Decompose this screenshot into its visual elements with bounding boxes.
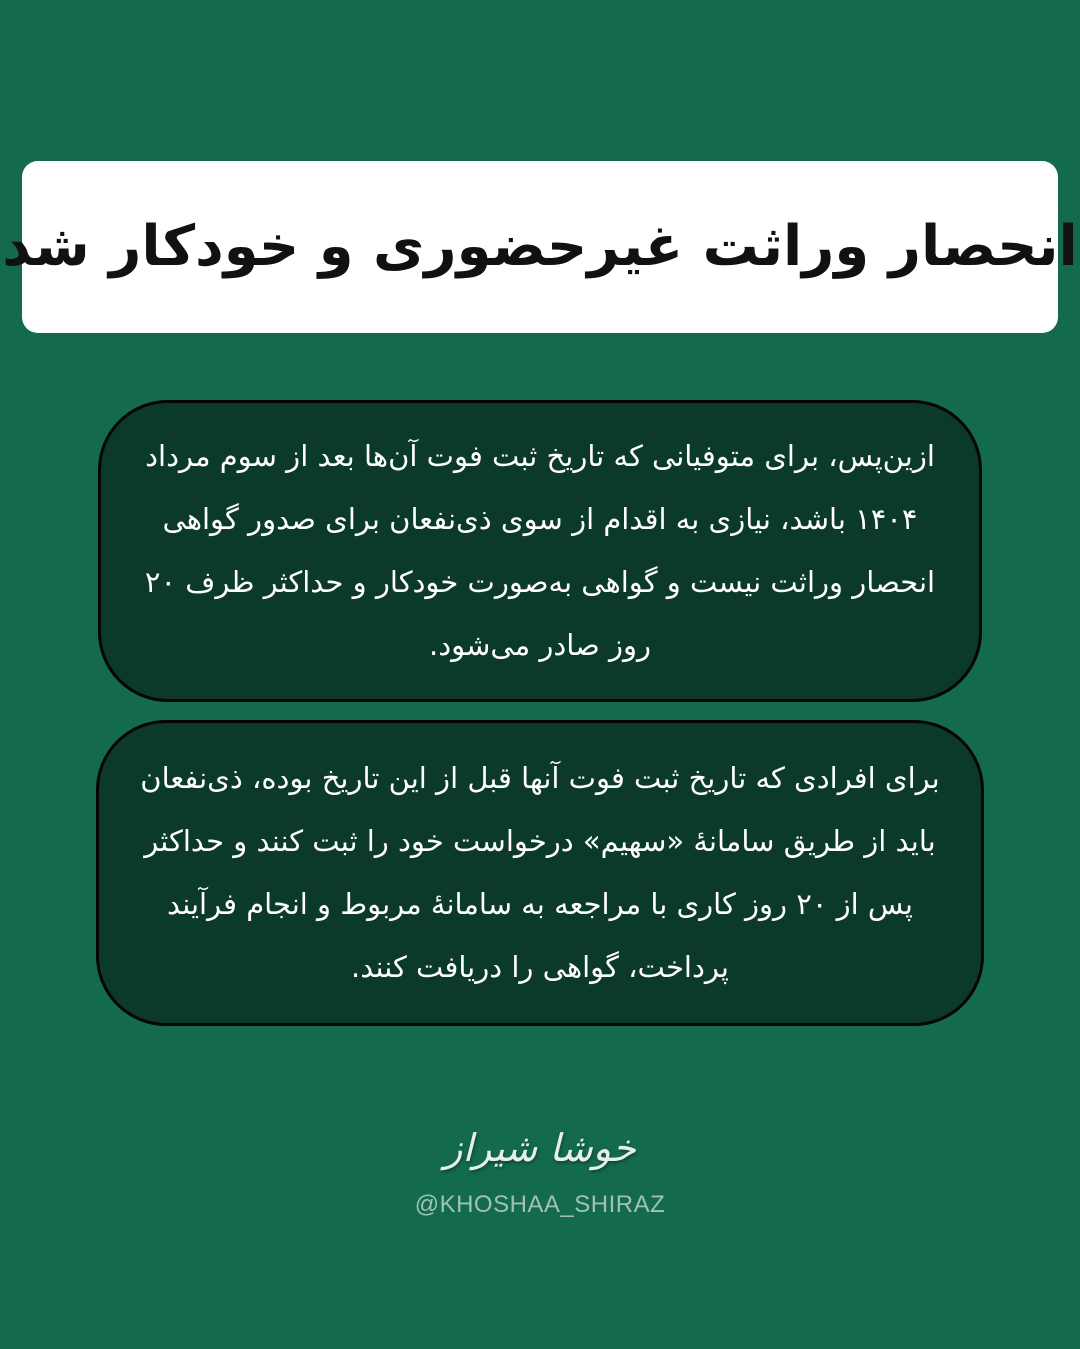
- page-title: انحصار وراثت غیرحضوری و خودکار شد: [2, 214, 1078, 280]
- title-card: [2, 161, 1078, 333]
- info-box-new-rule: [98, 400, 982, 702]
- info-box-text: برای افرادی که تاریخ ثبت فوت آنها قبل از این تاریخ بوده، ذی‌نفعان باید از طریق سامانهٔ «سهیم» درخواست خود را ثبت کنند و حداکثر پس از ۲۰ روز کاری با مراجعه به سامانهٔ مربوط و انجام فرآیند پرداخت، گواهی را دریافت کنند.: [140, 761, 940, 984]
- social-handle: @KHOSHAA_SHIRAZ: [414, 1191, 666, 1218]
- info-box-text: ازین‌پس، برای متوفیانی که تاریخ ثبت فوت آن‌ها بعد از سوم مرداد ۱۴۰۴ باشد، نیازی به اقدام از سوی ذی‌نفعان برای صدور گواهی انحصار وراثت نیست و گواهی به‌صورت خودکار و حداکثر ظرف ۲۰ روز صادر می‌شود.: [144, 439, 936, 662]
- brand-logo-text: خوشا شیراز: [444, 1126, 636, 1170]
- info-box-old-cases: [96, 720, 984, 1026]
